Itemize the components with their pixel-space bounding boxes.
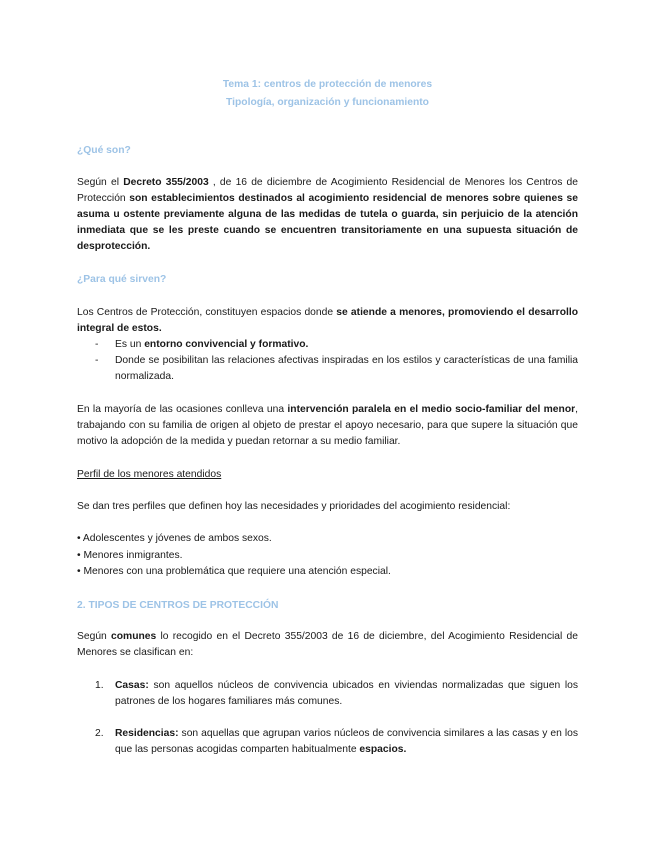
- list-item: • Menores inmigrantes.: [77, 549, 183, 561]
- dash-marker: -: [95, 339, 99, 350]
- heading-que-son: ¿Qué son?: [77, 145, 131, 156]
- perfil-list: [77, 531, 578, 581]
- function-bold: se atiende a menores, promoviendo el desarrollo integral de estos.: [77, 307, 578, 334]
- item-number: 1.: [95, 680, 104, 691]
- heading-perfil: Perfil de los menores atendidos: [77, 469, 222, 480]
- text-span: Según: [77, 631, 112, 642]
- list-item-casas: [77, 678, 578, 710]
- title-line-2: Tipología, organización y funcionamiento: [226, 97, 429, 108]
- text-span: Donde se posibilitan las relaciones afectivas inspiradas en los estilos y características de una familia normalizada.: [115, 355, 578, 382]
- list-item: [77, 337, 578, 353]
- item-bold: espacios.: [359, 744, 407, 755]
- list-item: • Menores con una problemática que requiere una atención especial.: [77, 566, 391, 577]
- comunes-bold: comunes: [111, 631, 157, 642]
- text-span: lo recogido en el Decreto 355/2003 de 16 de diciembre, del Acogimiento Residencial de Menores se clasifican en:: [77, 631, 578, 658]
- text-span: , trabajando con su familia de origen al objeto de prestar el apoyo necesario, para que supere la situación que motivo la adopción de la medida y puedan retornar a su medio familiar.: [77, 404, 578, 447]
- decreto-reference: Decreto 355/2003: [123, 177, 209, 188]
- paragraph-clasificacion: [77, 629, 578, 661]
- text-span: , de 16 de diciembre de Acogimiento Residencial de Menores los Centros de Protección: [77, 177, 578, 204]
- text-span: son aquellos núcleos de convivencia ubicados en viviendas normalizadas que siguen los patrones de los hogares familiares más comunes.: [115, 680, 578, 707]
- text-span: son aquellas que agrupan varios núcleos de convivencia similares a las casas y en los que las personas acogidas comparten habitualmente: [115, 728, 578, 755]
- document-title: [0, 76, 655, 112]
- item-term: Casas:: [115, 680, 149, 691]
- list-item-residencias: [77, 726, 578, 758]
- text-span: En la mayoría de las ocasiones conlleva una: [77, 404, 288, 415]
- paragraph-perfil-intro: Se dan tres perfiles que definen hoy las necesidades y prioridades del acogimiento residencial:: [77, 501, 511, 512]
- dash-marker: -: [95, 355, 99, 366]
- numbered-list: [77, 678, 578, 758]
- title-line-1: Tema 1: centros de protección de menores: [222, 79, 433, 90]
- heading-para-que-sirven: ¿Para qué sirven?: [77, 274, 167, 285]
- text-span: Es un: [115, 339, 145, 350]
- paragraph-funcion: [77, 305, 578, 337]
- item-number: 2.: [95, 728, 104, 739]
- text-span: Según el: [77, 177, 124, 188]
- definition-bold: son establecimientos destinados al acogimiento residencial de menores sobre quienes se asuma u ostente previamente alguna de las medidas de tutela o guarda, sin perjuicio de la atención inmediata que se les preste cuando se encuentren transitoriamente en una supuesta situación de desprotección.: [77, 193, 578, 252]
- paragraph-intervencion: [77, 402, 578, 450]
- list-item: [77, 353, 578, 385]
- item-term: Residencias:: [115, 728, 179, 739]
- paragraph-definicion: [77, 175, 578, 255]
- dash-list: [77, 337, 578, 385]
- item-bold: entorno convivencial y formativo.: [144, 339, 309, 350]
- list-item: • Adolescentes y jóvenes de ambos sexos.: [77, 533, 272, 544]
- text-span: Los Centros de Protección, constituyen espacios donde: [77, 307, 337, 318]
- intervention-bold: intervención paralela en el medio socio-familiar del menor: [287, 404, 576, 415]
- heading-tipos-centros: 2. TIPOS DE CENTROS DE PROTECCIÓN: [77, 600, 279, 611]
